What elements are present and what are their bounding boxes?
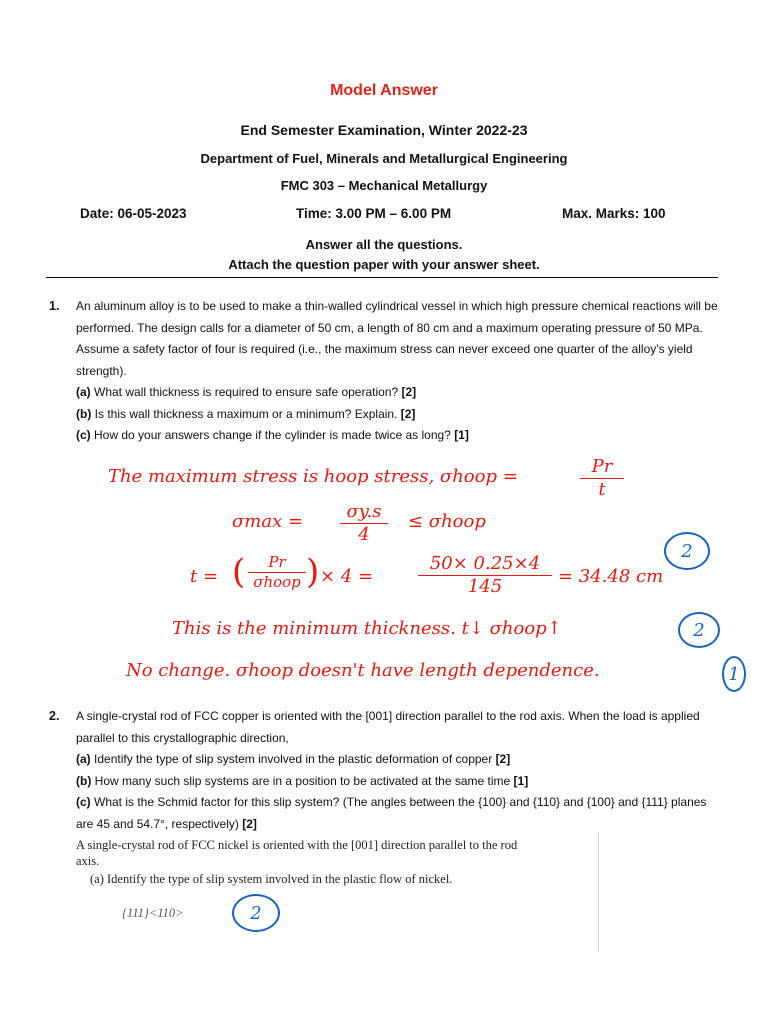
part-text: What is the Schmid factor for this slip system? (The angles between the {100} and {110} and {100} and {111} planes are 45 and 54.7°, respectively) [76, 795, 707, 831]
scan-edge [598, 832, 599, 952]
question-1a [76, 382, 726, 404]
part-marks: [2] [242, 816, 257, 831]
mark-circle-2a [232, 894, 280, 932]
answer-1-line-5: No change. σhoop doesn't have length dependence. [126, 660, 600, 681]
question-1 [76, 296, 726, 447]
answer-1-line-3-lhs: t = [190, 566, 219, 587]
answer-1-line-2-lhs: σmax = [232, 511, 304, 532]
mark-value: 2 [693, 619, 705, 641]
mark-circle-1b [678, 612, 720, 648]
exam-date: Date: 06-05-2023 [80, 206, 187, 221]
scan-line-3: (a) Identify the type of slip system involved in the plastic flow of nickel. [90, 872, 453, 886]
scan-answer: {111}<110> [122, 906, 184, 920]
part-text: What wall thickness is required to ensure safe operation? [90, 385, 402, 399]
part-label: (b) [76, 773, 92, 788]
fraction-denominator: σhoop [248, 572, 306, 591]
question-2b [76, 771, 726, 793]
part-label: (b) [76, 406, 92, 421]
answer-1-fraction-4 [418, 553, 552, 597]
fraction-denominator: 4 [340, 523, 388, 545]
question-1-text: An aluminum alloy is to be used to make a thin-walled cylindrical vessel in which high pressure chemical reactions will be performed. The design calls for a diameter of 50 cm, a length of 80 cm and a maximum operating pressure of 50 MPa. Assume a safety factor of four is required (i.e., the maximum stress can never exceed one quarter of the alloy's yield strength). [76, 299, 718, 378]
part-marks: [1] [513, 773, 529, 788]
question-1-number: 1. [49, 299, 60, 313]
course-name: FMC 303 – Mechanical Metallurgy [280, 178, 488, 193]
exam-name: End Semester Examination, Winter 2022-23 [240, 122, 528, 138]
part-marks: [1] [454, 428, 469, 442]
part-label: (a) [76, 752, 91, 766]
part-text: How many such slip systems are in a position to be activated at the same time [91, 773, 514, 788]
part-text: Identify the type of slip system involved in the plastic deformation of copper [90, 752, 496, 766]
mark-value: 2 [250, 902, 262, 924]
question-2a [76, 749, 726, 771]
answer-1-line-3-mult: × 4 = [320, 566, 374, 587]
open-paren: ( [232, 552, 246, 592]
mark-value: 2 [681, 540, 693, 562]
mark-circle-1a [664, 532, 710, 570]
answer-1-line-1: The maximum stress is hoop stress, σhoop = [108, 466, 518, 487]
question-2-text: A single-crystal rod of FCC copper is oriented with the [001] direction parallel to the rod axis. When the load is applied parallel to this crystallographic direction, [76, 709, 700, 745]
part-marks: [2] [495, 752, 511, 766]
question-1b [76, 404, 726, 426]
answer-1-fraction-3 [248, 553, 306, 591]
instruction-1: Answer all the questions. [305, 237, 463, 252]
close-paren: ) [306, 552, 320, 592]
question-2 [76, 706, 726, 835]
max-marks: Max. Marks: 100 [562, 206, 666, 221]
header-divider [46, 277, 718, 278]
scan-line-1: A single-crystal rod of FCC nickel is oriented with the [001] direction parallel to the rod [76, 838, 518, 852]
exam-time: Time: 3.00 PM – 6.00 PM [296, 206, 452, 221]
part-text: Is this wall thickness a maximum or a minimum? Explain. [91, 406, 401, 421]
answer-1-line-4: This is the minimum thickness. t↓ σhoop↑ [172, 618, 562, 639]
question-2-number: 2. [49, 709, 60, 723]
part-marks: [2] [400, 406, 416, 421]
fraction-numerator: σy.s [346, 501, 382, 522]
answer-1-fraction-2 [340, 501, 388, 545]
part-label: (c) [76, 428, 91, 442]
fraction-numerator: Pr [268, 553, 286, 571]
mark-value: 1 [728, 663, 740, 685]
answer-1-fraction-1 [580, 456, 624, 500]
part-marks: [2] [401, 385, 417, 399]
scan-line-2: axis. [76, 854, 100, 868]
fraction-denominator: 145 [418, 575, 552, 597]
scanned-excerpt [70, 832, 600, 992]
question-2c [76, 792, 726, 835]
answer-1-line-2-rhs: ≤ σhoop [408, 511, 486, 532]
department-name: Department of Fuel, Minerals and Metallurgical Engineering [200, 151, 568, 166]
fraction-numerator: 50× 0.25×4 [429, 553, 541, 574]
fraction-denominator: t [580, 478, 624, 500]
instruction-2: Attach the question paper with your answer sheet. [228, 257, 540, 272]
answer-1-line-3-result: = 34.48 cm [558, 566, 664, 587]
part-label: (c) [76, 795, 91, 809]
part-label: (a) [76, 385, 91, 399]
question-1c [76, 425, 726, 447]
mark-circle-1c [722, 656, 746, 692]
part-text: How do your answers change if the cylinder is made twice as long? [90, 428, 455, 442]
document-title: Model Answer [330, 82, 438, 99]
fraction-numerator: Pr [591, 456, 613, 477]
